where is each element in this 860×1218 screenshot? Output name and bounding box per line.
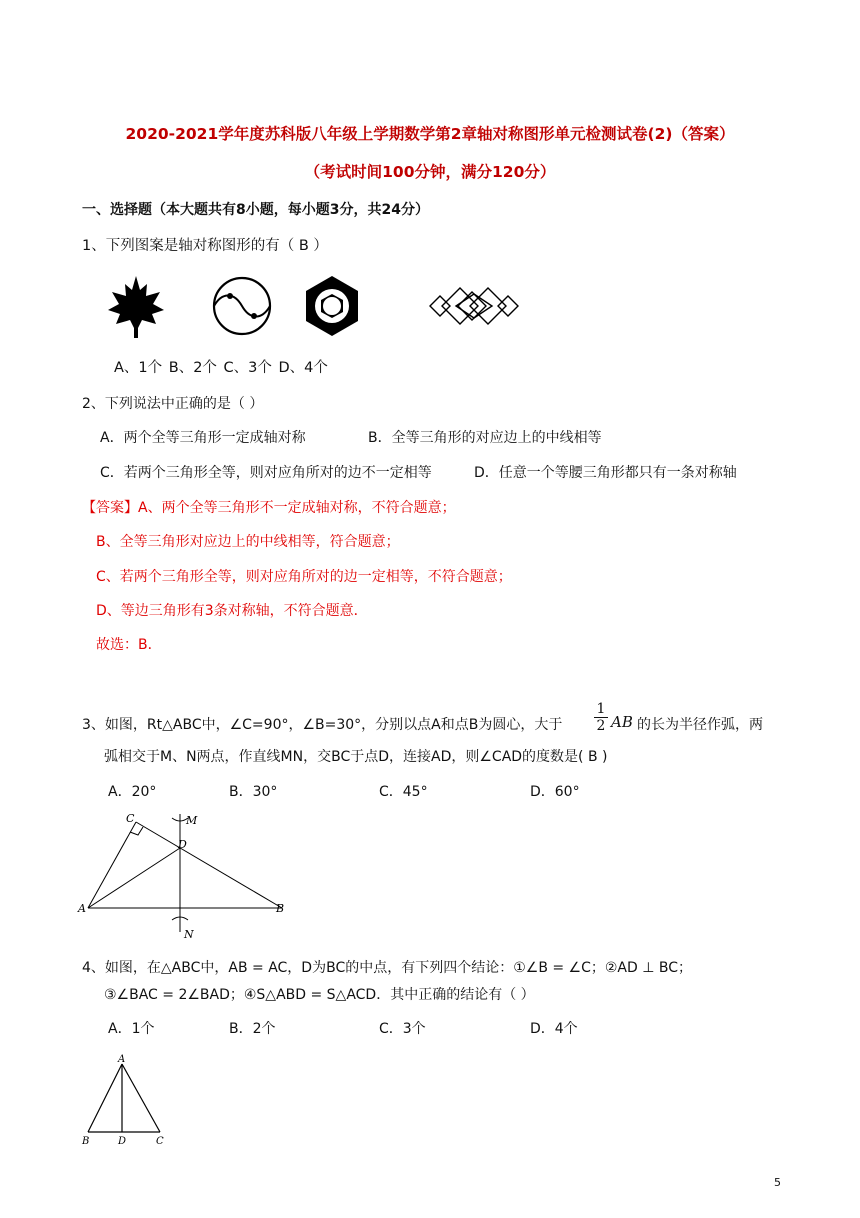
question-3-option-c: C．45° [379, 784, 428, 800]
answer-choice: 故选：B． [96, 637, 162, 653]
question-3-option-b: B．30° [229, 784, 278, 800]
maple-leaf-icon [108, 276, 164, 338]
answer-tag: 【答案】 [82, 500, 138, 516]
answer-text-1: A、两个全等三角形不一定成轴对称，不符合题意； [138, 500, 456, 516]
hexagon-nut-icon [306, 276, 358, 336]
question-3-line-2: 弧相交于M、N两点，作直线MN，交BC于点D，连接AD，则∠CAD的度数是( B ) [104, 749, 608, 765]
label-c: C [126, 812, 135, 825]
answer-line-2: B、全等三角形对应边上的中线相等，符合题意； [96, 534, 400, 550]
yin-yang-icon [214, 278, 270, 334]
answer-line-1 [82, 497, 456, 517]
question-4-line-2: ③∠BAC = 2∠BAD；④S△ABD = S△ACD．其中正确的结论有（ ） [104, 987, 535, 1003]
page-title: 2020-2021学年度苏科版八年级上学期数学第2章轴对称图形单元检测试卷(2)（答案） [125, 125, 735, 143]
interlaced-diamonds-icon [430, 288, 518, 324]
q3-triangle-figure [74, 808, 294, 944]
answer-line-4: D、等边三角形有3条对称轴，不符合题意． [96, 603, 368, 619]
question-3-option-d: D．60° [530, 784, 580, 800]
label-b: B [82, 1136, 90, 1147]
answer-line-3: C、若两个三角形全等，则对应角所对的边一定相等，不符合题意； [96, 569, 512, 585]
label-a: A [78, 902, 86, 915]
label-a: A [118, 1054, 126, 1065]
fraction-one-half [594, 702, 608, 734]
label-m: M [186, 814, 198, 827]
question-4-option-a: A．1个 [108, 1021, 155, 1037]
page-subtitle: （考试时间100分钟，满分120分） [304, 163, 556, 181]
question-4-line-1: 4、如图，在△ABC中，AB = AC，D为BC的中点，有下列四个结论：①∠B = ∠C；②AD ⊥ BC； [82, 960, 693, 976]
question-2-option-c: C．若两个三角形全等，则对应角所对的边不一定相等 [100, 465, 432, 481]
question-3-line-1b: 的长为半径作弧，两 [637, 717, 763, 733]
question-4-option-b: B．2个 [229, 1021, 276, 1037]
question-1-options: A、1个 B、2个 C、3个 D、4个 [114, 360, 328, 376]
label-c: C [156, 1136, 164, 1147]
label-d: D [118, 1136, 127, 1147]
q4-triangle-figure [76, 1050, 176, 1150]
question-2-option-d: D．任意一个等腰三角形都只有一条对称轴 [474, 465, 737, 481]
question-3-line-1a: 3、如图，Rt△ABC中，∠C=90°，∠B=30°，分别以点A和点B为圆心，大于 [82, 717, 563, 733]
question-2-option-a: A．两个全等三角形一定成轴对称 [100, 430, 306, 446]
question-2-stem: 2、下列说法中正确的是（ ） [82, 396, 264, 412]
label-b: B [276, 902, 285, 915]
fraction-numerator: 1 [594, 702, 608, 718]
page-number: 5 [774, 1176, 781, 1189]
question-2-option-b: B．全等三角形的对应边上的中线相等 [368, 430, 602, 446]
fraction-denominator: 2 [596, 718, 606, 734]
fraction-ab: AB [611, 713, 633, 731]
label-d: D [178, 838, 187, 851]
question-4-option-c: C．3个 [379, 1021, 426, 1037]
question-3-option-a: A．20° [108, 784, 157, 800]
q1-figures [100, 272, 540, 344]
section-heading: 一、选择题（本大题共有8小题，每小题3分，共24分） [82, 202, 429, 218]
label-n: N [184, 928, 194, 941]
question-1-stem: 1、下列图案是轴对称图形的有（ B ） [82, 238, 328, 254]
question-4-option-d: D．4个 [530, 1021, 578, 1037]
